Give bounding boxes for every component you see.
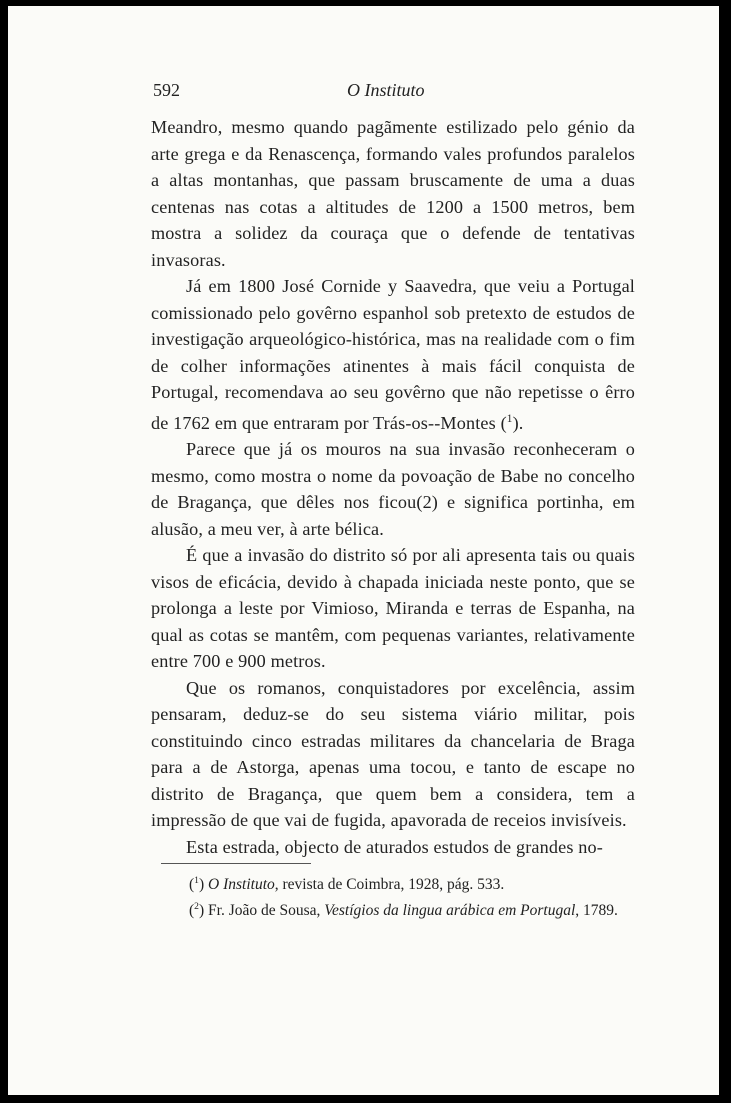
footnote: ($^1$) O Instituto, revista de Coimbra, 1928, pág. 533. [189, 875, 505, 894]
footnote-author: Fr. João de Sousa, [208, 902, 325, 920]
footnote-text: , 1789. [575, 902, 618, 920]
footnote-ref: 1 [506, 412, 513, 425]
paragraph-text: Parece que já os mouros na sua invasão reconheceram o mesmo, como mostra o nome da povoação de Babe no concelho de Bragança, que dêles nos ficou [151, 439, 635, 513]
paragraph: Que os romanos, conquistadores por excelência, assim pensaram, deduz-se do seu sistema viário militar, pois constituindo cinco estradas militares da chancelaria de Braga para a de Astorga, apenas uma tocou, e tanto de escape no distrito de Bragança, que quem bem a considera, tem a impressão de que vai de fugida, apavorada de receios invisíveis. [151, 677, 635, 831]
paragraph [151, 436, 635, 542]
paragraph: É que a invasão do distrito só por ali apresenta tais ou quais visos de eficácia, devido à chapada iniciada neste ponto, que se prolonga a leste por Vimioso, Miranda e terras de Espanha, na qual as cotas se mantêm, com pequenas variantes, relativamente entre 700 e 900 metros. [151, 545, 635, 672]
footnote-title: Vestígios da lingua arábica em Portugal [324, 902, 576, 920]
paragraph [151, 273, 635, 436]
body-text [151, 114, 635, 860]
page-number: 592 [153, 80, 180, 100]
book-page [8, 6, 719, 1095]
paragraph-text: Já em 1800 José Cornide y Saavedra, que veiu a Portugal comissionado pelo govêrno espanhol sob pretexto de estudos de investigação arqueológico-histórica, mas na realidade com o fim de colher informações atinentes à mais fácil conquista de Portugal, recomendava ao seu govêrno que não repetisse o êrro de 1762 em que entraram por Trás-os--Montes ( [151, 276, 635, 433]
footnote-marker: 1 [194, 875, 199, 886]
footnote-ref: (2) [416, 492, 439, 513]
running-title: O Instituto [347, 80, 425, 100]
footnote-divider [161, 863, 311, 864]
paragraph-text-end: e significa portinha, em alusão, a meu ver, à arte bélica. [151, 492, 635, 539]
footnote: ($^2$) Fr. João de Sousa, Vestígios da lingua arábica em Portugal, 1789. [189, 901, 618, 920]
paragraph: Esta estrada, objecto de aturados estudos de grandes no- [186, 836, 603, 857]
paragraph-text-end: ). [512, 412, 524, 433]
footnotes [151, 870, 635, 922]
paragraph: Meandro, mesmo quando pagãmente estilizado pelo génio da arte grega e da Renascença, formando vales profundos paralelos a altas montanhas, que passam bruscamente de uma a duas centenas nas cotas a altitudes de 1200 a 1500 metros, bem mostra a solidez da couraça que o defende de tentativas invasoras. [151, 117, 635, 270]
running-header [153, 80, 633, 106]
footnote-text: , revista de Coimbra, 1928, pág. 533. [274, 876, 505, 894]
footnote-title: O Instituto [208, 876, 275, 894]
footnote-marker: 2 [194, 901, 199, 913]
